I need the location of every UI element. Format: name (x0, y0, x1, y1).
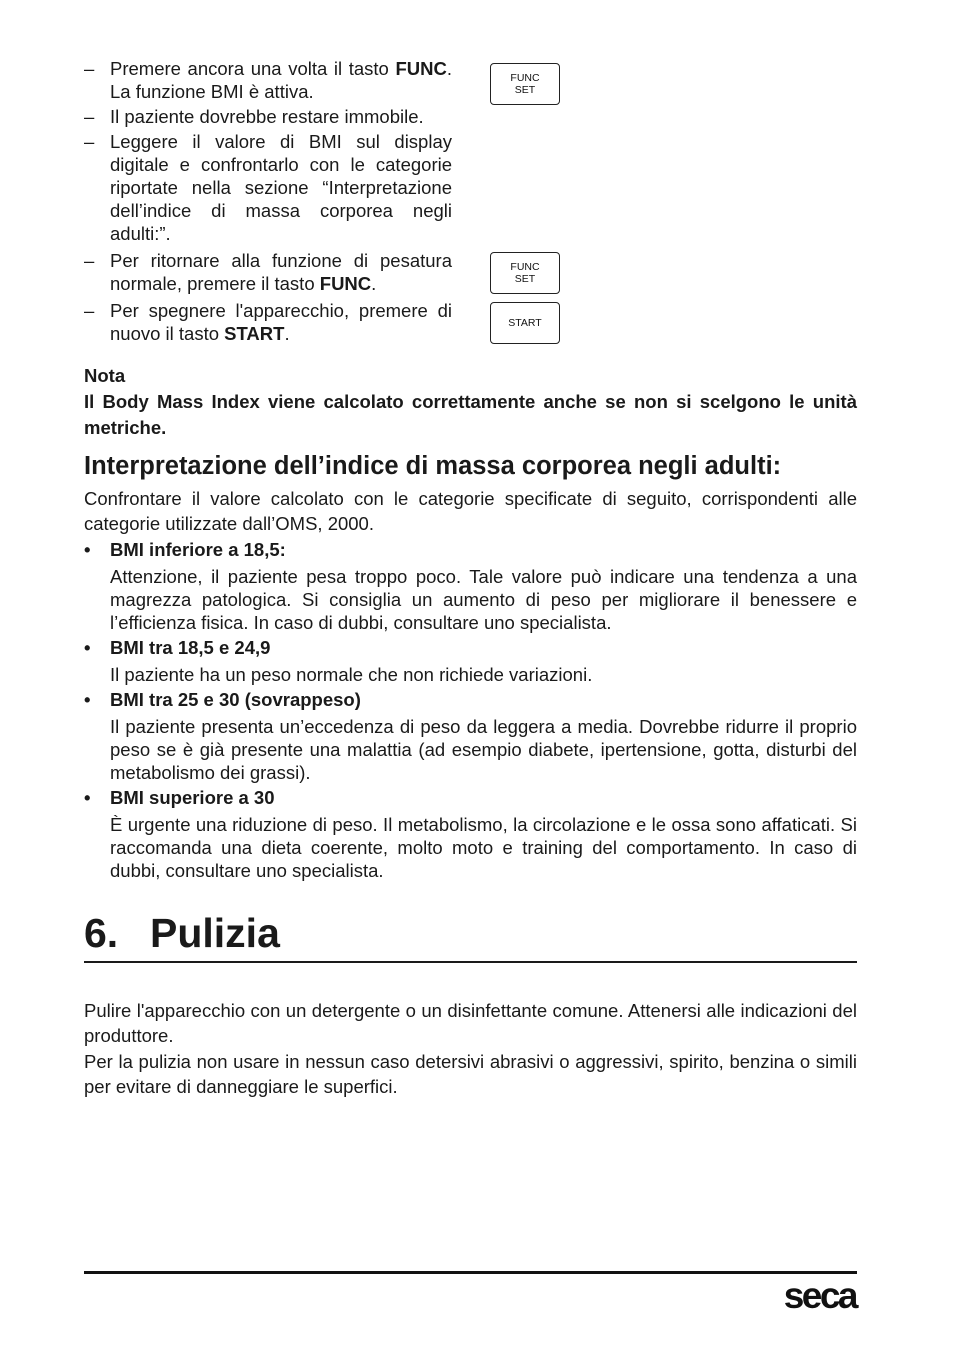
step-text: . (371, 273, 377, 294)
paragraph: Pulire l'apparecchio con un detergente o un disinfettante comune. Attenersi alle indicazioni del produttore. (84, 1000, 857, 1046)
section-heading (84, 903, 280, 963)
step-item (84, 105, 452, 128)
section-divider (84, 961, 857, 963)
step-item (84, 249, 452, 295)
start-key (490, 302, 560, 344)
key-label: FUNC (510, 71, 540, 84)
bullet-marker: • (84, 539, 91, 560)
cleaning-text (84, 998, 857, 1100)
dash-marker: – (84, 250, 95, 271)
step-key-name: START (224, 323, 285, 344)
key-label: START (508, 316, 542, 329)
key-label: SET (514, 273, 536, 285)
bmi-category-text: È urgente una riduzione di peso. Il metabolismo, la circolazione e le ossa sono affaticati. Si raccomanda una dieta coerente, molto moto e training del comportamento. In caso di dubbi, consultare uno specialista. (110, 814, 857, 881)
bmi-category (84, 687, 857, 784)
dash-marker: – (84, 106, 95, 127)
step-key-name: FUNC (319, 273, 372, 294)
bmi-category (84, 537, 857, 634)
bmi-category-list (84, 537, 857, 883)
bullet-marker: • (84, 787, 91, 808)
step-item (84, 130, 452, 245)
bmi-category-label: BMI tra 18,5 e 24,9 (110, 637, 271, 658)
step-text: Leggere il valore di BMI sul display digitale e confrontarlo con le categorie riportate nella sezione “Interpretazione dell’indice di massa corporea negli adulti:”. (110, 131, 452, 244)
dash-marker: – (84, 300, 95, 321)
step-text: . (284, 323, 290, 344)
bmi-category-text: Attenzione, il paziente pesa troppo poco. Tale valore può indicare una tendenza a una magrezza patologica. Si consiglia un aumento di peso per migliorare il benessere e l’efficienza fisica. In caso di dubbi, consultare uno specialista. (110, 566, 857, 633)
step-text: Il paziente dovrebbe restare immobile. (110, 106, 424, 127)
step-text: Per spegnere l'apparecchio, premere di nuovo il tasto (110, 300, 452, 344)
bmi-category (84, 635, 857, 686)
paragraph: Per la pulizia non usare in nessun caso detersivi abrasivi o aggressivi, spirito, benzina o simili per evitare di danneggiare le superfici. (84, 1051, 857, 1097)
section-number: 6. (84, 910, 119, 956)
dash-marker: – (84, 58, 95, 79)
dash-marker: – (84, 131, 95, 152)
interpretation-intro: Confrontare il valore calcolato con le categorie specificate di seguito, corrispondenti alle categorie utilizzate dall’OMS, 2000. (84, 488, 857, 534)
key-label: FUNC (510, 260, 540, 273)
step-item (84, 57, 452, 103)
step-text: . La funzione BMI è attiva. (110, 58, 452, 102)
step-key-name: FUNC (395, 58, 447, 79)
note-title: Nota (84, 365, 126, 386)
instruction-steps (84, 57, 452, 347)
note-text: Il Body Mass Index viene calcolato correttamente anche se non si scelgono le unità metriche. (84, 391, 857, 438)
bmi-category-label: BMI inferiore a 18,5: (110, 539, 286, 560)
seca-logo: seca (783, 1275, 856, 1316)
step-text: Per ritornare alla funzione di pesatura normale, premere il tasto (110, 250, 452, 294)
note-box (84, 363, 857, 441)
footer-divider (84, 1271, 857, 1274)
step-text: Premere ancora una volta il tasto (110, 58, 396, 79)
func-set-key (490, 63, 560, 105)
bullet-marker: • (84, 689, 91, 710)
step-item (84, 299, 452, 345)
bullet-marker: • (84, 637, 91, 658)
bmi-category (84, 785, 857, 882)
interpretation-heading: Interpretazione dell’indice di massa corporea negli adulti: (84, 452, 782, 480)
func-set-key (490, 252, 560, 294)
bmi-category-label: BMI superiore a 30 (110, 787, 275, 808)
bmi-category-label: BMI tra 25 e 30 (sovrappeso) (110, 689, 361, 710)
bmi-category-text: Il paziente presenta un’eccedenza di peso da leggera a media. Dovrebbe ridurre il proprio peso se è già presente una malattia (ad esempio diabete, ipertensione, gotta, disturbi del metabolismo dei grassi). (110, 716, 857, 783)
section-title: Pulizia (150, 910, 280, 956)
bmi-category-text: Il paziente ha un peso normale che non richiede variazioni. (110, 664, 593, 685)
key-label: SET (514, 84, 536, 96)
